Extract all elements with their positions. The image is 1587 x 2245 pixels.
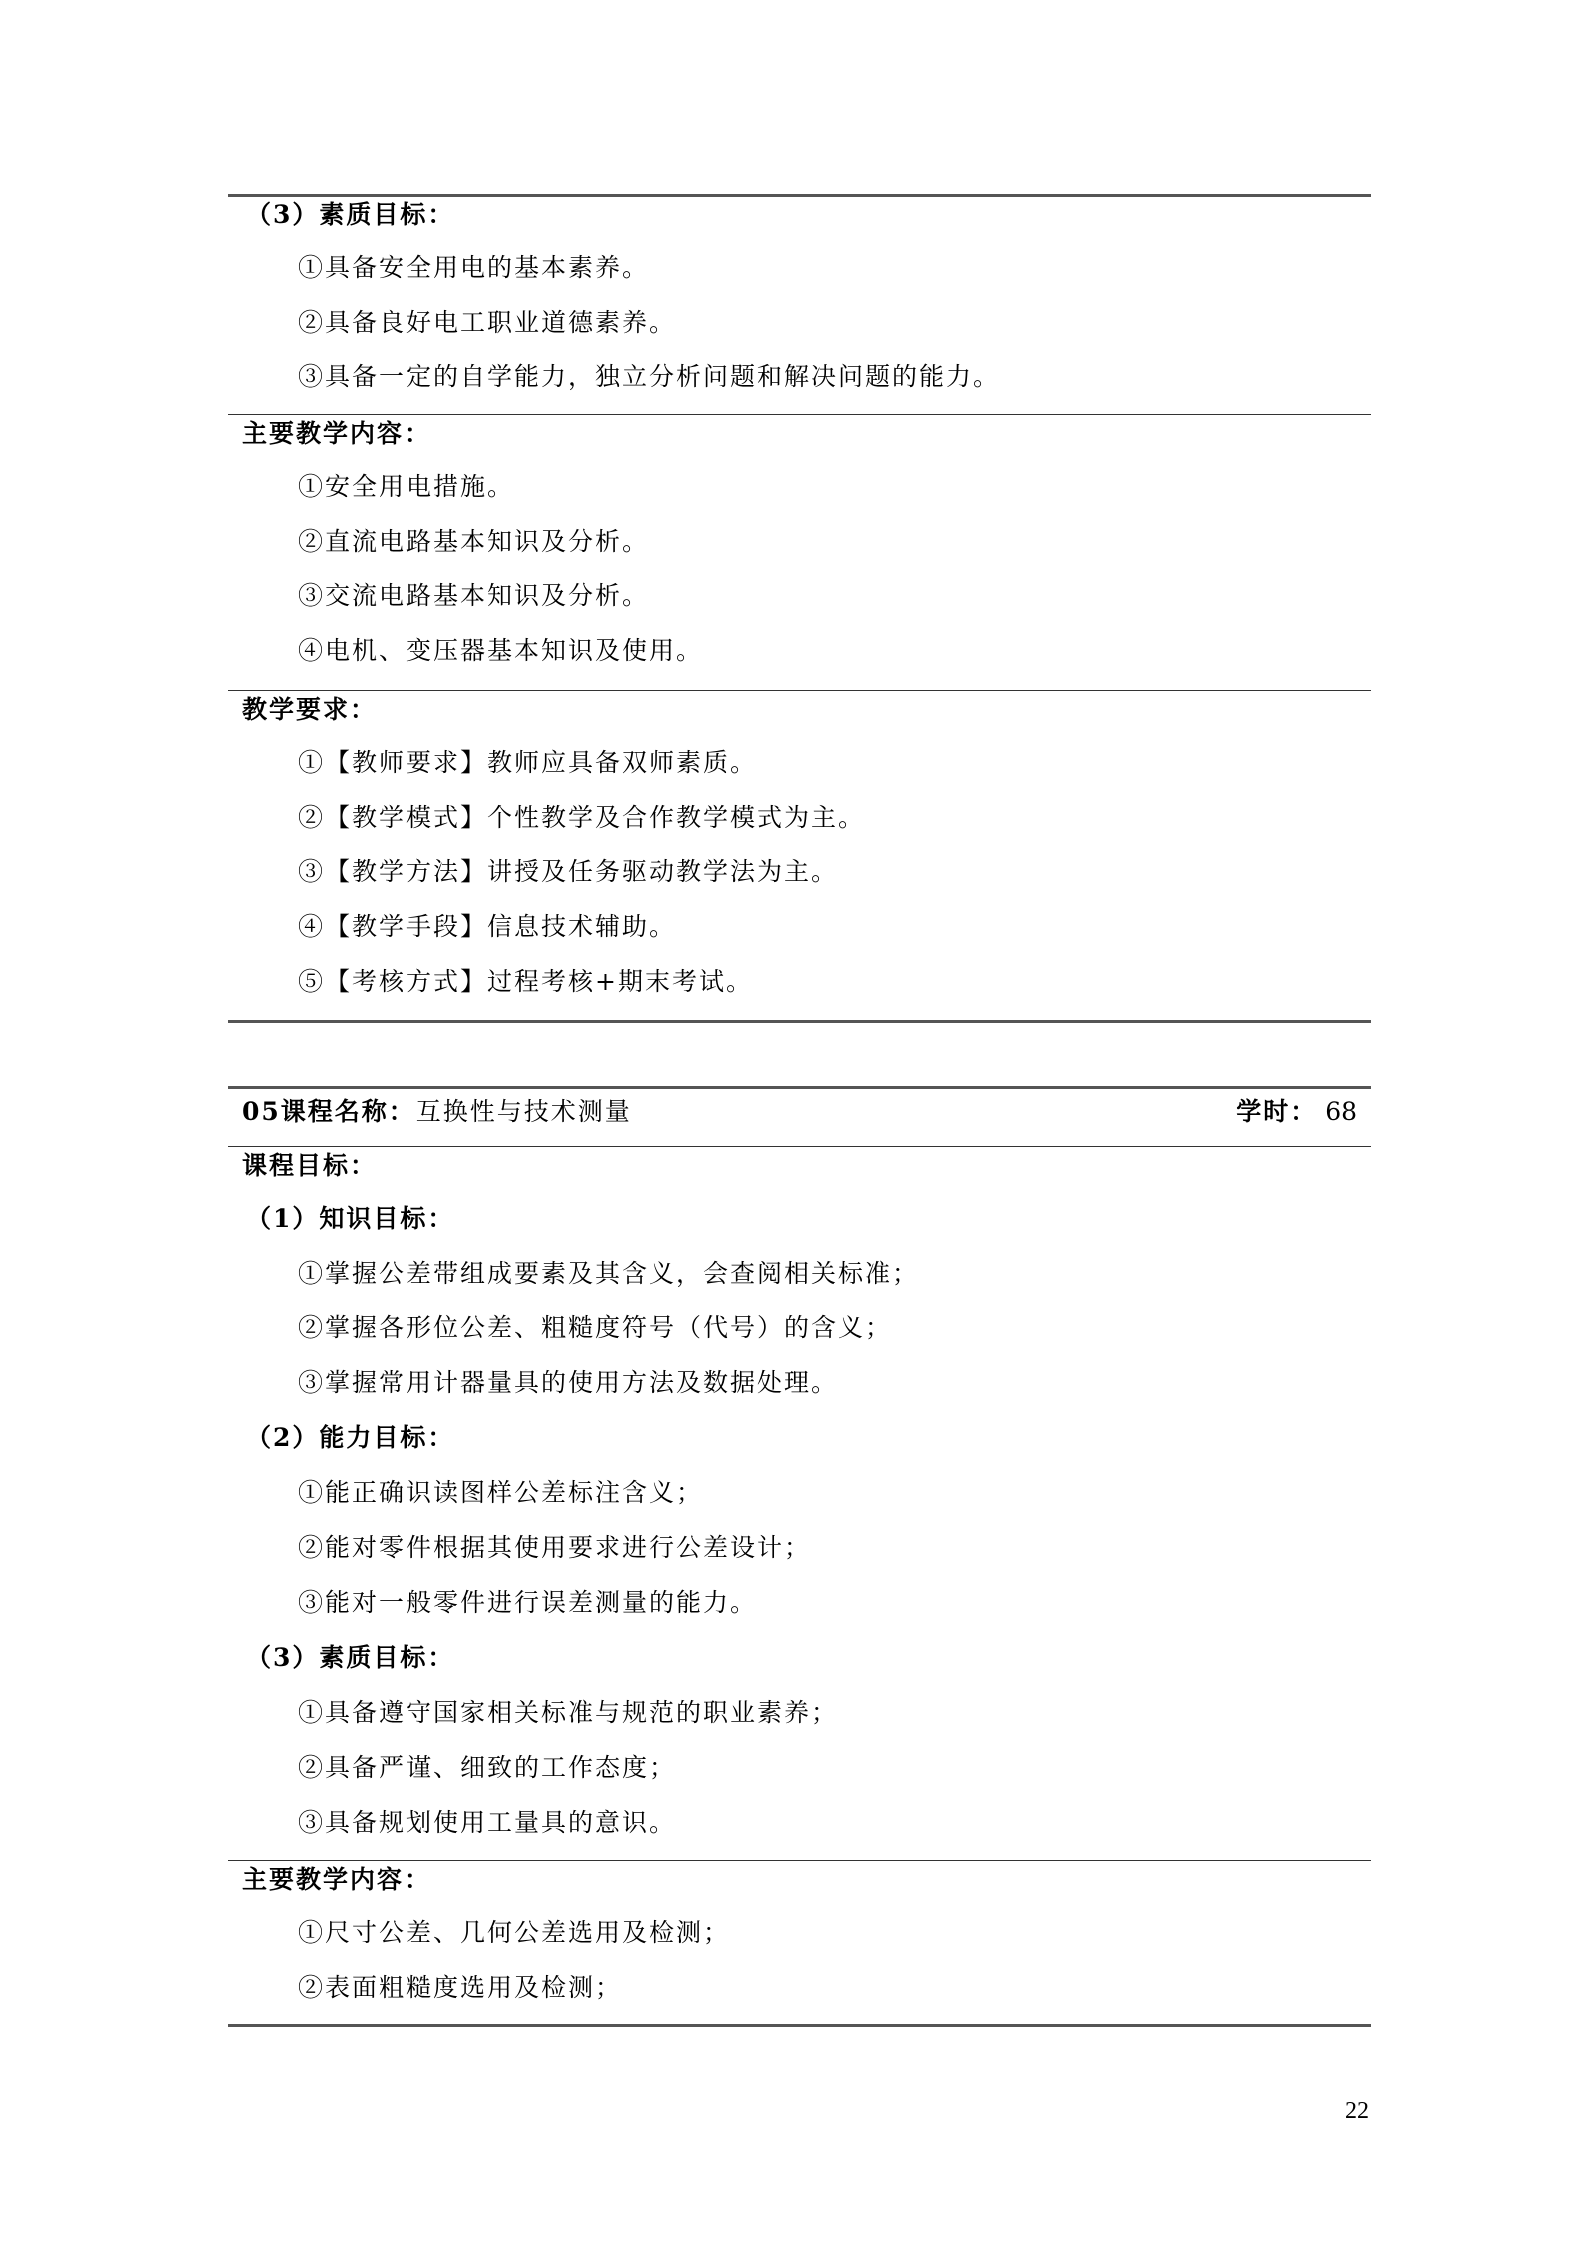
quality-goals-block [228, 196, 1371, 412]
ability-goals-heading: （2）能力目标： [246, 1423, 455, 1452]
list-item: ①掌握公差带组成要素及其含义，会查阅相关标准； [298, 1259, 920, 1288]
list-item: ③掌握常用计器量具的使用方法及数据处理。 [298, 1368, 839, 1397]
page-number: 22 [1345, 2098, 1369, 2124]
course-goals-block [228, 1147, 1371, 1857]
list-item: ⑤【考核方式】过程考核+期末考试。 [298, 967, 753, 996]
list-item: ②表面粗糙度选用及检测； [298, 1973, 623, 2002]
list-item: ①尺寸公差、几何公差选用及检测； [298, 1918, 731, 1947]
table-bottom-border [228, 2024, 1371, 2027]
table-bottom-border [228, 1020, 1371, 1023]
hours-value: 68 [1325, 1097, 1357, 1126]
list-item: ③具备规划使用工量具的意识。 [298, 1808, 677, 1837]
list-item: ④【教学手段】信息技术辅助。 [298, 912, 677, 941]
list-item: ②能对零件根据其使用要求进行公差设计； [298, 1533, 812, 1562]
quality-goals-heading: （3）素质目标： [246, 1643, 455, 1672]
list-item: ①【教师要求】教师应具备双师素质。 [298, 748, 758, 777]
course-title [242, 1097, 632, 1127]
list-item: ②具备良好电工职业道德素养。 [298, 308, 677, 337]
course-label: 05课程名称： [242, 1097, 416, 1126]
teaching-requirements-heading: 教学要求： [242, 695, 378, 724]
list-item: ②掌握各形位公差、粗糙度符号（代号）的含义； [298, 1313, 893, 1342]
list-item: ③【教学方法】讲授及任务驱动教学法为主。 [298, 857, 839, 886]
list-item: ①能正确识读图样公差标注含义； [298, 1478, 704, 1507]
list-item: ①安全用电措施。 [298, 472, 515, 501]
list-item: ①具备安全用电的基本素养。 [298, 253, 650, 282]
knowledge-goals-heading: （1）知识目标： [246, 1204, 455, 1233]
list-item: ③能对一般零件进行误差测量的能力。 [298, 1588, 758, 1617]
course-hours [1236, 1097, 1357, 1127]
quality-goals-heading: （3）素质目标： [246, 200, 455, 229]
list-item: ④电机、变压器基本知识及使用。 [298, 636, 704, 665]
teaching-requirements-block [228, 691, 1371, 1021]
list-item: ②具备严谨、细致的工作态度； [298, 1753, 677, 1782]
course-name: 互换性与技术测量 [415, 1097, 632, 1126]
list-item: ③交流电路基本知识及分析。 [298, 581, 650, 610]
course-title-row [228, 1089, 1371, 1146]
list-item: ①具备遵守国家相关标准与规范的职业素养； [298, 1698, 839, 1727]
teaching-content-heading: 主要教学内容： [242, 419, 432, 448]
hours-label: 学时： [1236, 1097, 1318, 1126]
teaching-content-heading: 主要教学内容： [242, 1865, 432, 1894]
course-goals-heading: 课程目标： [242, 1151, 378, 1180]
list-item: ③具备一定的自学能力，独立分析问题和解决问题的能力。 [298, 362, 1001, 391]
teaching-content-block [228, 1861, 1371, 2021]
list-item: ②直流电路基本知识及分析。 [298, 527, 650, 556]
teaching-content-block [228, 415, 1371, 689]
list-item: ②【教学模式】个性教学及合作教学模式为主。 [298, 803, 866, 832]
